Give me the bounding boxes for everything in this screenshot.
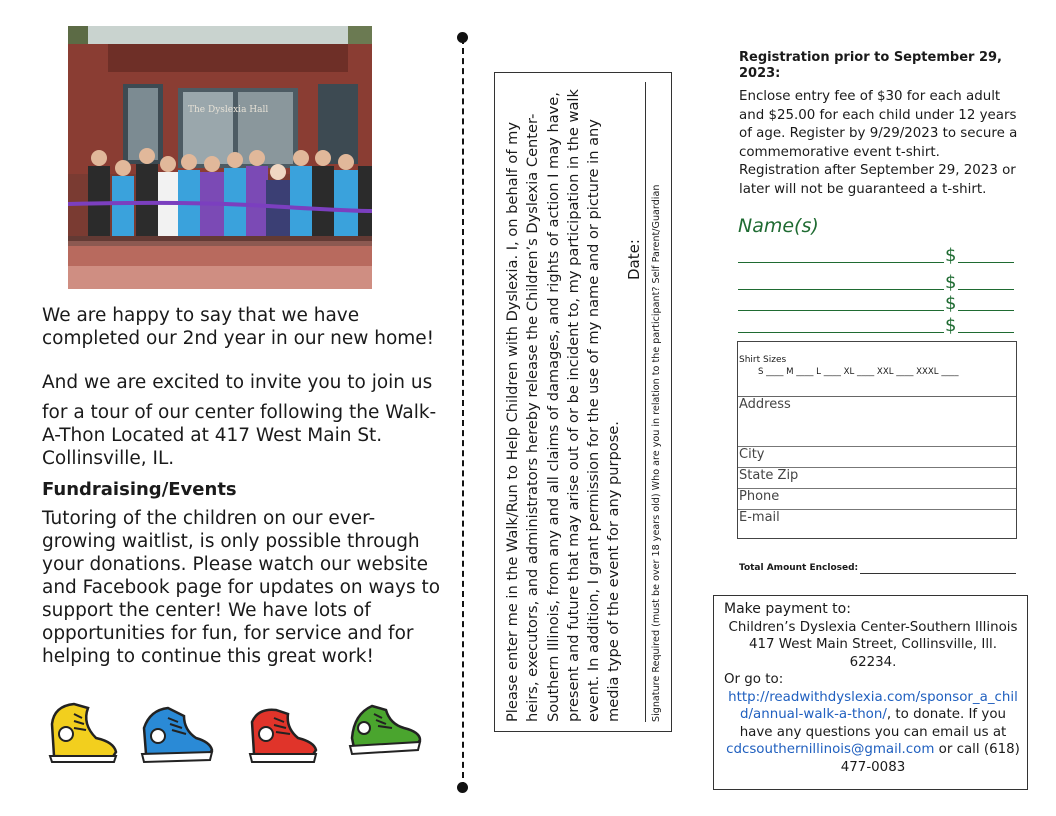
date-row bbox=[625, 82, 647, 722]
signature-line[interactable] bbox=[645, 82, 646, 722]
late-registration-text: Registration after September 29, 2023 or later will not be guaranteed a t-shirt. bbox=[739, 163, 1016, 197]
email-field[interactable] bbox=[738, 510, 1016, 538]
waiver-text: Please enter me in the Walk/Run to Help Children with Dyslexia. I, on behalf of my heirs, executors, and administrators hereby release the Children’s Dyslexia Center-Southern Illinois, from any and all claims of damages, and rights of action I may have, present and future that may arise out of or be incident to, my participation in the walk event. In addition, I grant permission for the use of my name and or picture in any media type of the event for any purpose. bbox=[504, 89, 623, 722]
phone-text: or call (618) 477-0083 bbox=[840, 742, 1020, 775]
total-amount-line[interactable] bbox=[860, 573, 1016, 574]
dollar-sign: $ bbox=[945, 293, 957, 314]
intro-paragraph: We are happy to say that we have completed our 2nd year in our new home! bbox=[42, 305, 435, 349]
or-go-to-label: Or go to: bbox=[724, 672, 784, 687]
dollar-sign: $ bbox=[945, 315, 957, 336]
dollar-sign: $ bbox=[945, 245, 957, 266]
sneakers-row bbox=[40, 694, 440, 770]
shirt-sizes-field[interactable] bbox=[738, 342, 1016, 397]
building-sign-text: The Dyslexia Hall bbox=[188, 105, 269, 115]
fundraising-heading: Fundraising/Events bbox=[42, 479, 237, 500]
dollar-sign: $ bbox=[945, 272, 957, 293]
name-entry-line[interactable] bbox=[738, 313, 1014, 336]
fold-line-bottom-dot bbox=[457, 782, 468, 793]
state-zip-field[interactable] bbox=[738, 468, 1016, 489]
date-label: Date: bbox=[625, 239, 643, 280]
donation-link[interactable]: http://readwithdyslexia.com/sponsor_a_child/annual-walk-a-thon/ bbox=[728, 689, 1018, 722]
registration-title: Registration prior to September 29, 2023: bbox=[739, 50, 1002, 81]
yellow-sneaker-icon bbox=[44, 694, 120, 764]
city-label: City bbox=[739, 447, 765, 462]
total-amount-label: Total Amount Enclosed: bbox=[739, 563, 859, 573]
fold-dashed-line bbox=[462, 38, 464, 788]
phone-label: Phone bbox=[739, 489, 780, 504]
waiver-section bbox=[503, 82, 669, 722]
names-title: Name(s) bbox=[738, 215, 819, 237]
ribbon-cutting-photo bbox=[68, 26, 372, 289]
org-address: 417 West Main Street, Collinsville, Ill. bbox=[748, 637, 998, 652]
donate-text: , to donate. If you have any questions you can email us at bbox=[739, 707, 1007, 740]
shirt-sizes-label: Shirt Sizes bbox=[739, 355, 787, 365]
org-name: Children’s Dyslexia Center-Southern Illinois bbox=[728, 619, 1018, 635]
name-entry-line[interactable] bbox=[738, 270, 1014, 293]
name-entry-line[interactable] bbox=[738, 291, 1014, 314]
email-label: E-mail bbox=[739, 510, 780, 525]
invite-paragraph-line1: And we are excited to invite you to join us bbox=[42, 372, 433, 393]
payment-box bbox=[713, 595, 1028, 790]
name-entry-line[interactable] bbox=[738, 243, 1014, 266]
address-label: Address bbox=[739, 397, 791, 412]
registration-form-box bbox=[737, 341, 1017, 539]
entry-fee-text: Enclose entry fee of $30 for each adult and $25.00 for each child under 12 years of age. Register by 9/29/2023 to secure a commemorative event t-shirt. bbox=[739, 89, 1018, 160]
left-text-block bbox=[42, 304, 442, 668]
phone-field[interactable] bbox=[738, 489, 1016, 510]
address-field[interactable] bbox=[738, 397, 1016, 447]
signature-instructions: Signature Required (must be over 18 years old) Who are you in relation to the participant? Self Parent/Guardian bbox=[651, 184, 662, 722]
org-zip: 62234. bbox=[849, 654, 897, 670]
blue-sneaker-icon bbox=[138, 694, 214, 764]
city-field[interactable] bbox=[738, 447, 1016, 468]
state-zip-label: State Zip bbox=[739, 468, 799, 483]
fundraising-paragraph: Tutoring of the children on our ever-growing waitlist, is only possible through your donations. Please watch our website and Facebook page for updates on ways to support the center! We have lots of opportunities for fun, for service and for helping to continue this great work! bbox=[42, 508, 441, 667]
make-payment-label: Make payment to: bbox=[724, 601, 851, 617]
email-link[interactable]: cdcsouthernillinois@gmail.com bbox=[726, 742, 935, 757]
red-sneaker-icon bbox=[244, 694, 320, 764]
shirt-sizes-options: S ____ M ____ L ____ XL ____ XXL ____ XXXL ____ bbox=[758, 367, 959, 377]
invite-paragraph: for a tour of our center following the Walk-A-Thon Located at 417 West Main St. Collinsville, IL. bbox=[42, 402, 437, 469]
green-sneaker-icon bbox=[346, 694, 422, 764]
